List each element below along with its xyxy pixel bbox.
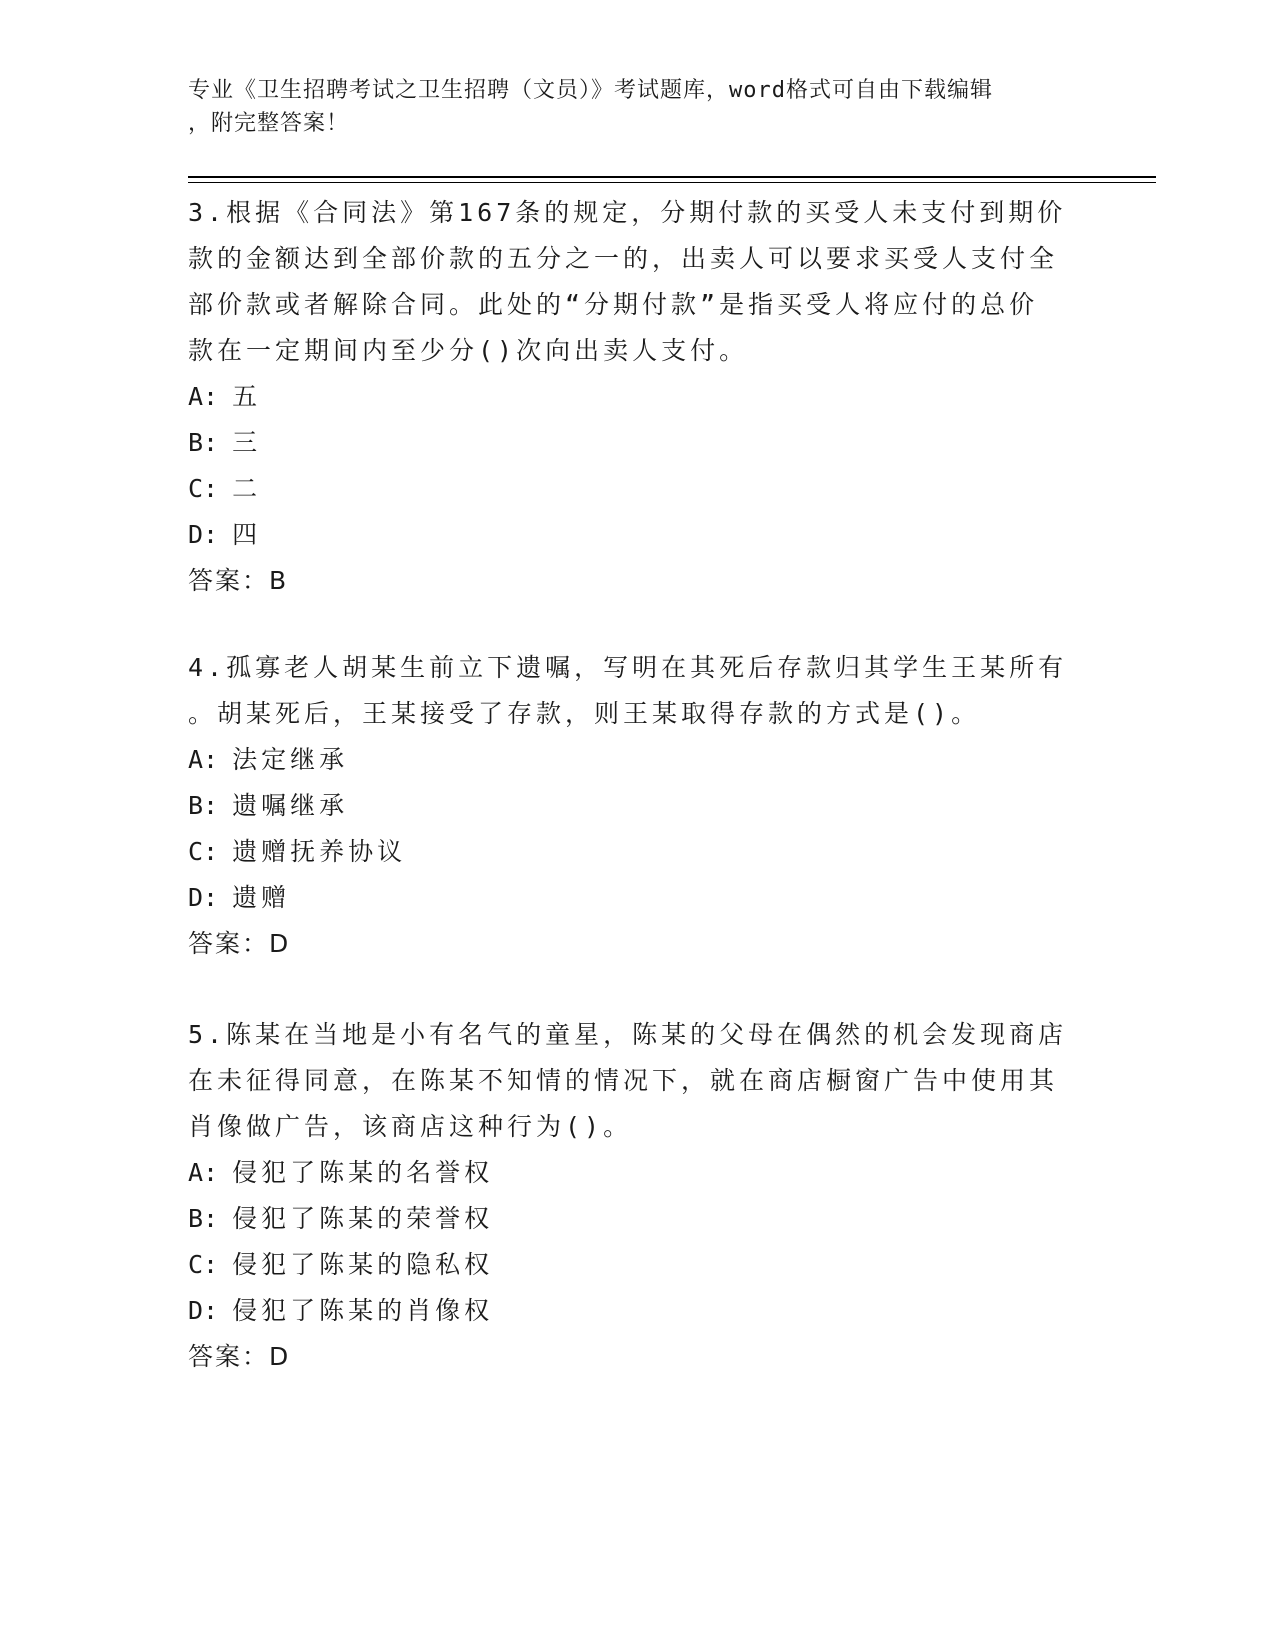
question-stem-line: 4.孤寡老人胡某生前立下遗嘱，写明在其死后存款归其学生王某所有 <box>188 653 1068 682</box>
option-text: 五 <box>232 382 262 411</box>
option-c <box>188 829 1068 875</box>
option-text: 三 <box>232 428 262 457</box>
option-a <box>188 1150 1068 1196</box>
option-letter: C: <box>188 474 219 503</box>
option-letter: C: <box>188 837 219 866</box>
question-stem-line: 3.根据《合同法》第167条的规定，分期付款的买受人未支付到期价 <box>188 198 1067 227</box>
header-divider-thick <box>188 176 1156 178</box>
option-a <box>188 374 1068 420</box>
question-stem-line: 5.陈某在当地是小有名气的童星，陈某的父母在偶然的机会发现商店 <box>188 1020 1068 1049</box>
question-stem-line: 。胡某死后，王某接受了存款，则王某取得存款的方式是()。 <box>188 699 981 728</box>
option-text: 侵犯了陈某的隐私权 <box>232 1250 494 1279</box>
question-stem-line: 部价款或者解除合同。此处的“分期付款”是指买受人将应付的总价 <box>188 290 1039 319</box>
option-c <box>188 466 1068 512</box>
option-b <box>188 783 1068 829</box>
option-a <box>188 737 1068 783</box>
option-text: 遗嘱继承 <box>232 791 349 820</box>
header-line-2: ，附完整答案！ <box>188 111 350 136</box>
option-letter: D: <box>188 1296 219 1325</box>
option-b <box>188 1196 1068 1242</box>
option-text: 遗赠 <box>232 883 291 912</box>
option-d <box>188 875 1068 921</box>
option-c <box>188 1242 1068 1288</box>
option-text: 侵犯了陈某的荣誉权 <box>232 1204 494 1233</box>
question-5 <box>188 1012 1068 1380</box>
question-stem-line: 款在一定期间内至少分()次向出卖人支付。 <box>188 336 749 365</box>
option-letter: B: <box>188 1204 219 1233</box>
option-letter: C: <box>188 1250 219 1279</box>
document-header <box>188 74 1068 140</box>
answer-line: 答案：D <box>188 1342 291 1371</box>
option-letter: B: <box>188 428 219 457</box>
question-stem-line: 肖像做广告，该商店这种行为()。 <box>188 1112 633 1141</box>
option-letter: D: <box>188 520 219 549</box>
option-text: 二 <box>232 474 262 503</box>
option-d <box>188 1288 1068 1334</box>
option-letter: A: <box>188 745 219 774</box>
option-letter: D: <box>188 883 219 912</box>
option-b <box>188 420 1068 466</box>
question-stem-line: 款的金额达到全部价款的五分之一的，出卖人可以要求买受人支付全 <box>188 244 1059 273</box>
header-line-1: 专业《卫生招聘考试之卫生招聘（文员）》考试题库，word格式可自由下载编辑 <box>188 78 993 103</box>
option-text: 侵犯了陈某的肖像权 <box>232 1296 494 1325</box>
question-3 <box>188 190 1068 604</box>
option-letter: A: <box>188 1158 219 1187</box>
header-divider-thin <box>188 182 1156 183</box>
option-text: 侵犯了陈某的名誉权 <box>232 1158 494 1187</box>
option-text: 遗赠抚养协议 <box>232 837 407 866</box>
question-stem-line: 在未征得同意，在陈某不知情的情况下，就在商店橱窗广告中使用其 <box>188 1066 1059 1095</box>
option-d <box>188 512 1068 558</box>
option-text: 法定继承 <box>232 745 349 774</box>
question-4 <box>188 645 1068 967</box>
option-letter: B: <box>188 791 219 820</box>
answer-line: 答案：D <box>188 929 291 958</box>
answer-line: 答案：B <box>188 566 289 595</box>
option-text: 四 <box>232 520 262 549</box>
option-letter: A: <box>188 382 219 411</box>
